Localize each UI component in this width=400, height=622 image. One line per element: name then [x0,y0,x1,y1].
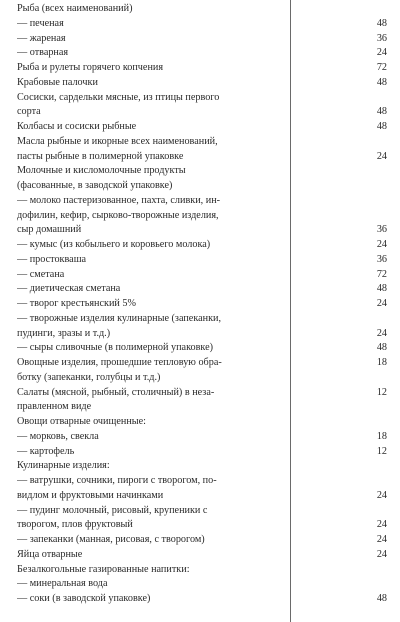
row-text: Колбасы и сосиски рыбные [17,121,137,132]
row-text: Яйца отварные [17,548,83,560]
table-row [17,474,387,488]
row-hours-value: 36 [376,32,387,44]
row-hours-value: 48 [376,76,387,88]
table-row [17,135,387,149]
table-row [17,194,387,208]
row-text: пудинги, зразы и т.д.) [17,327,111,339]
row-hours-value: 18 [376,357,387,368]
table-row [17,120,387,134]
row-text: видлом и фруктовыми начинками [17,489,164,501]
row-text: ботку (запеканки, голубцы и т.д.) [17,371,161,383]
row-text: — минеральная вода [17,578,108,590]
table-row [17,341,387,355]
row-text: — жареная [17,32,66,44]
table-row [17,253,387,267]
row-hours-value: 18 [376,430,387,442]
row-hours-value: 72 [376,268,387,280]
row-hours-value: 24 [376,298,387,309]
row-hours-value: 12 [376,445,387,457]
row-text: Крабовые палочки [17,76,98,88]
table-row [17,150,387,164]
row-hours-value: 24 [376,47,387,59]
table-row [17,415,387,429]
table-row [17,327,387,341]
row-text: — картофель [17,445,75,457]
row-text: правленном виде [17,401,92,413]
row-text: — сыры сливочные (в полимерной упаковке) [17,342,214,354]
row-text: — пудинг молочный, рисовый, крупеники с [17,504,208,516]
row-hours-value: 24 [376,548,387,560]
table-row [17,592,387,606]
row-hours-value: 48 [376,593,387,604]
row-text: Овощные изделия, прошедшие тепловую обра- [17,357,222,368]
table-row [17,209,387,223]
row-text: Масла рыбные и икорные всех наименований, [17,135,218,147]
table-row [17,105,387,119]
table-row [17,2,387,16]
table-row [17,46,387,60]
table-row [17,282,387,296]
row-hours-value: 48 [376,342,387,354]
table-row [17,533,387,547]
row-text: Овощи отварные очищенные: [17,416,146,427]
row-hours-value: 36 [376,224,387,236]
row-text: — отварная [17,47,69,59]
row-text: — диетическая сметана [17,283,121,295]
table-row [17,400,387,414]
table-row [17,504,387,518]
table-row [17,32,387,46]
row-hours-value: 48 [376,106,387,118]
row-text: Кулинарные изделия: [17,460,110,472]
row-text: — сметана [17,268,65,280]
row-text: Сосиски, сардельки мясные, из птицы первого [17,91,220,103]
table-row [17,238,387,252]
row-text: — морковь, свекла [17,430,99,442]
table-row [17,223,387,237]
row-text: — печеная [17,17,64,29]
row-hours-value: 24 [376,489,387,501]
row-text: — простокваша [17,253,87,265]
row-hours-value: 48 [376,17,387,29]
row-text: Салаты (мясной, рыбный, столичный) в неза- [17,386,215,398]
row-hours-value: 24 [376,519,387,531]
row-text: (фасованные, в заводской упаковке) [17,180,173,191]
table-row [17,430,387,444]
row-text: Молочные и кисломолочные продукты [17,165,186,177]
table-row [17,577,387,591]
table-row [17,312,387,326]
row-text: — творожные изделия кулинарные (запеканки, [17,312,222,324]
table-row [17,179,387,193]
row-text: — кумыс (из кобыльего и коровьего молока) [17,239,211,250]
table-row [17,268,387,282]
row-text: — запеканки (манная, рисовая, с творогом) [17,534,205,545]
row-text: Рыба и рулеты горячего копчения [17,62,164,73]
row-text: творогом, плов фруктовый [17,519,133,531]
table-row [17,459,387,473]
table-row [17,91,387,105]
row-hours-value: 24 [376,239,387,250]
table-row [17,489,387,503]
row-text: сорта [17,106,41,118]
table-row [17,297,387,311]
row-hours-value: 24 [376,150,387,162]
row-hours-value: 48 [376,283,387,295]
row-hours-value: 48 [376,121,387,132]
table-row [17,445,387,459]
row-text: — творог крестьянский 5% [17,298,137,309]
row-text: пасты рыбные в полимерной упаковке [17,150,184,162]
row-text: — соки (в заводской упаковке) [17,593,151,604]
row-text: — молоко пастеризованное, пахта, сливки, ин- [17,194,221,206]
table-row [17,76,387,90]
table-row [17,164,387,178]
table-row [17,386,387,400]
table-row [17,356,387,370]
row-text: Рыба (всех наименований) [17,3,133,14]
row-text: Безалкогольные газированные напитки: [17,563,190,575]
row-hours-value: 36 [376,253,387,265]
row-hours-value: 24 [376,534,387,545]
table-row [17,548,387,562]
row-hours-value: 12 [376,386,387,398]
row-hours-value: 24 [376,327,387,339]
row-text: сыр домашний [17,224,82,236]
table-row [17,17,387,31]
row-text: дофилин, кефир, сырково-творожные изделия, [17,209,219,221]
table-row [17,371,387,385]
row-hours-value: 72 [376,62,387,73]
row-text: — ватрушки, сочники, пироги с творогом, по- [17,475,217,486]
table-row [17,61,387,75]
table-row [17,563,387,577]
table-row [17,518,387,532]
